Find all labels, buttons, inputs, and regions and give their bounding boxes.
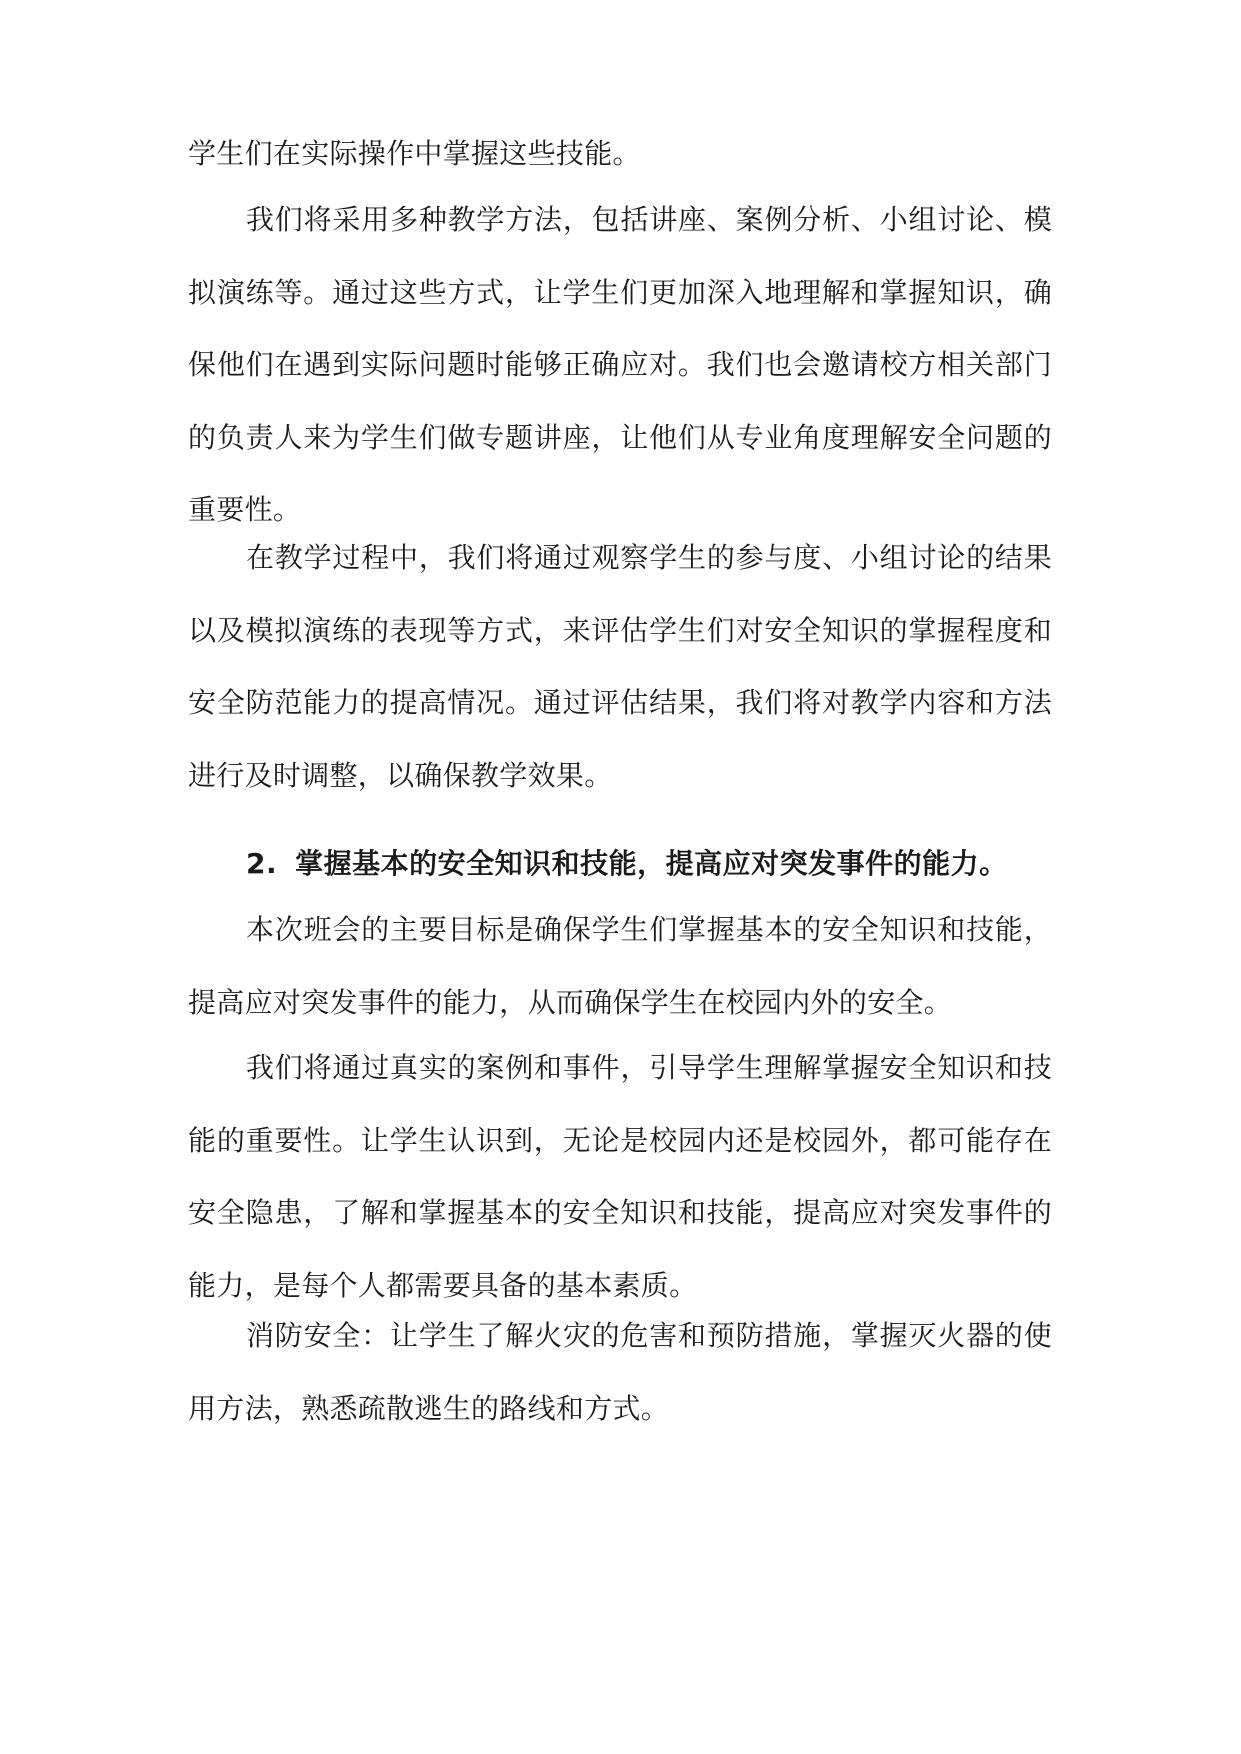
section-title: 掌握基本的安全知识和技能，提高应对突发事件的能力。 <box>295 847 1008 880</box>
paragraph-case-study: 我们将通过真实的案例和事件，引导学生理解掌握安全知识和技能的重要性。让学生认识到，无论是校园内还是校园外，都可能存在安全隐患，了解和掌握基本的安全知识和技能，提高应对突发事件的能力，是每个人都需要具备的基本素质。 <box>188 1051 1052 1302</box>
section-heading <box>246 828 1066 900</box>
section-number: 2. <box>246 847 278 880</box>
paragraph-evaluation: 在教学过程中，我们将通过观察学生的参与度、小组讨论的结果以及模拟演练的表现等方式，来评估学生们对安全知识的掌握程度和安全防范能力的提高情况。通过评估结果，我们将对教学内容和方法进行及时调整，以确保教学效果。 <box>188 541 1052 792</box>
paragraph-main-goal: 本次班会的主要目标是确保学生们掌握基本的安全知识和技能，提高应对突发事件的能力，从而确保学生在校园内外的安全。 <box>188 913 1052 1019</box>
paragraph-continuation: 学生们在实际操作中掌握这些技能。 <box>188 137 641 170</box>
paragraph-teaching-methods: 我们将采用多种教学方法，包括讲座、案例分析、小组讨论、模拟演练等。通过这些方式，让学生们更加深入地理解和掌握知识，确保他们在遇到实际问题时能够正确应对。我们也会邀请校方相关部门的负责人来为学生们做专题讲座，让他们从专业角度理解安全问题的重要性。 <box>188 203 1052 526</box>
paragraph-fire-safety: 消防安全：让学生了解火灾的危害和预防措施，掌握灭火器的使用方法，熟悉疏散逃生的路线和方式。 <box>188 1319 1052 1425</box>
